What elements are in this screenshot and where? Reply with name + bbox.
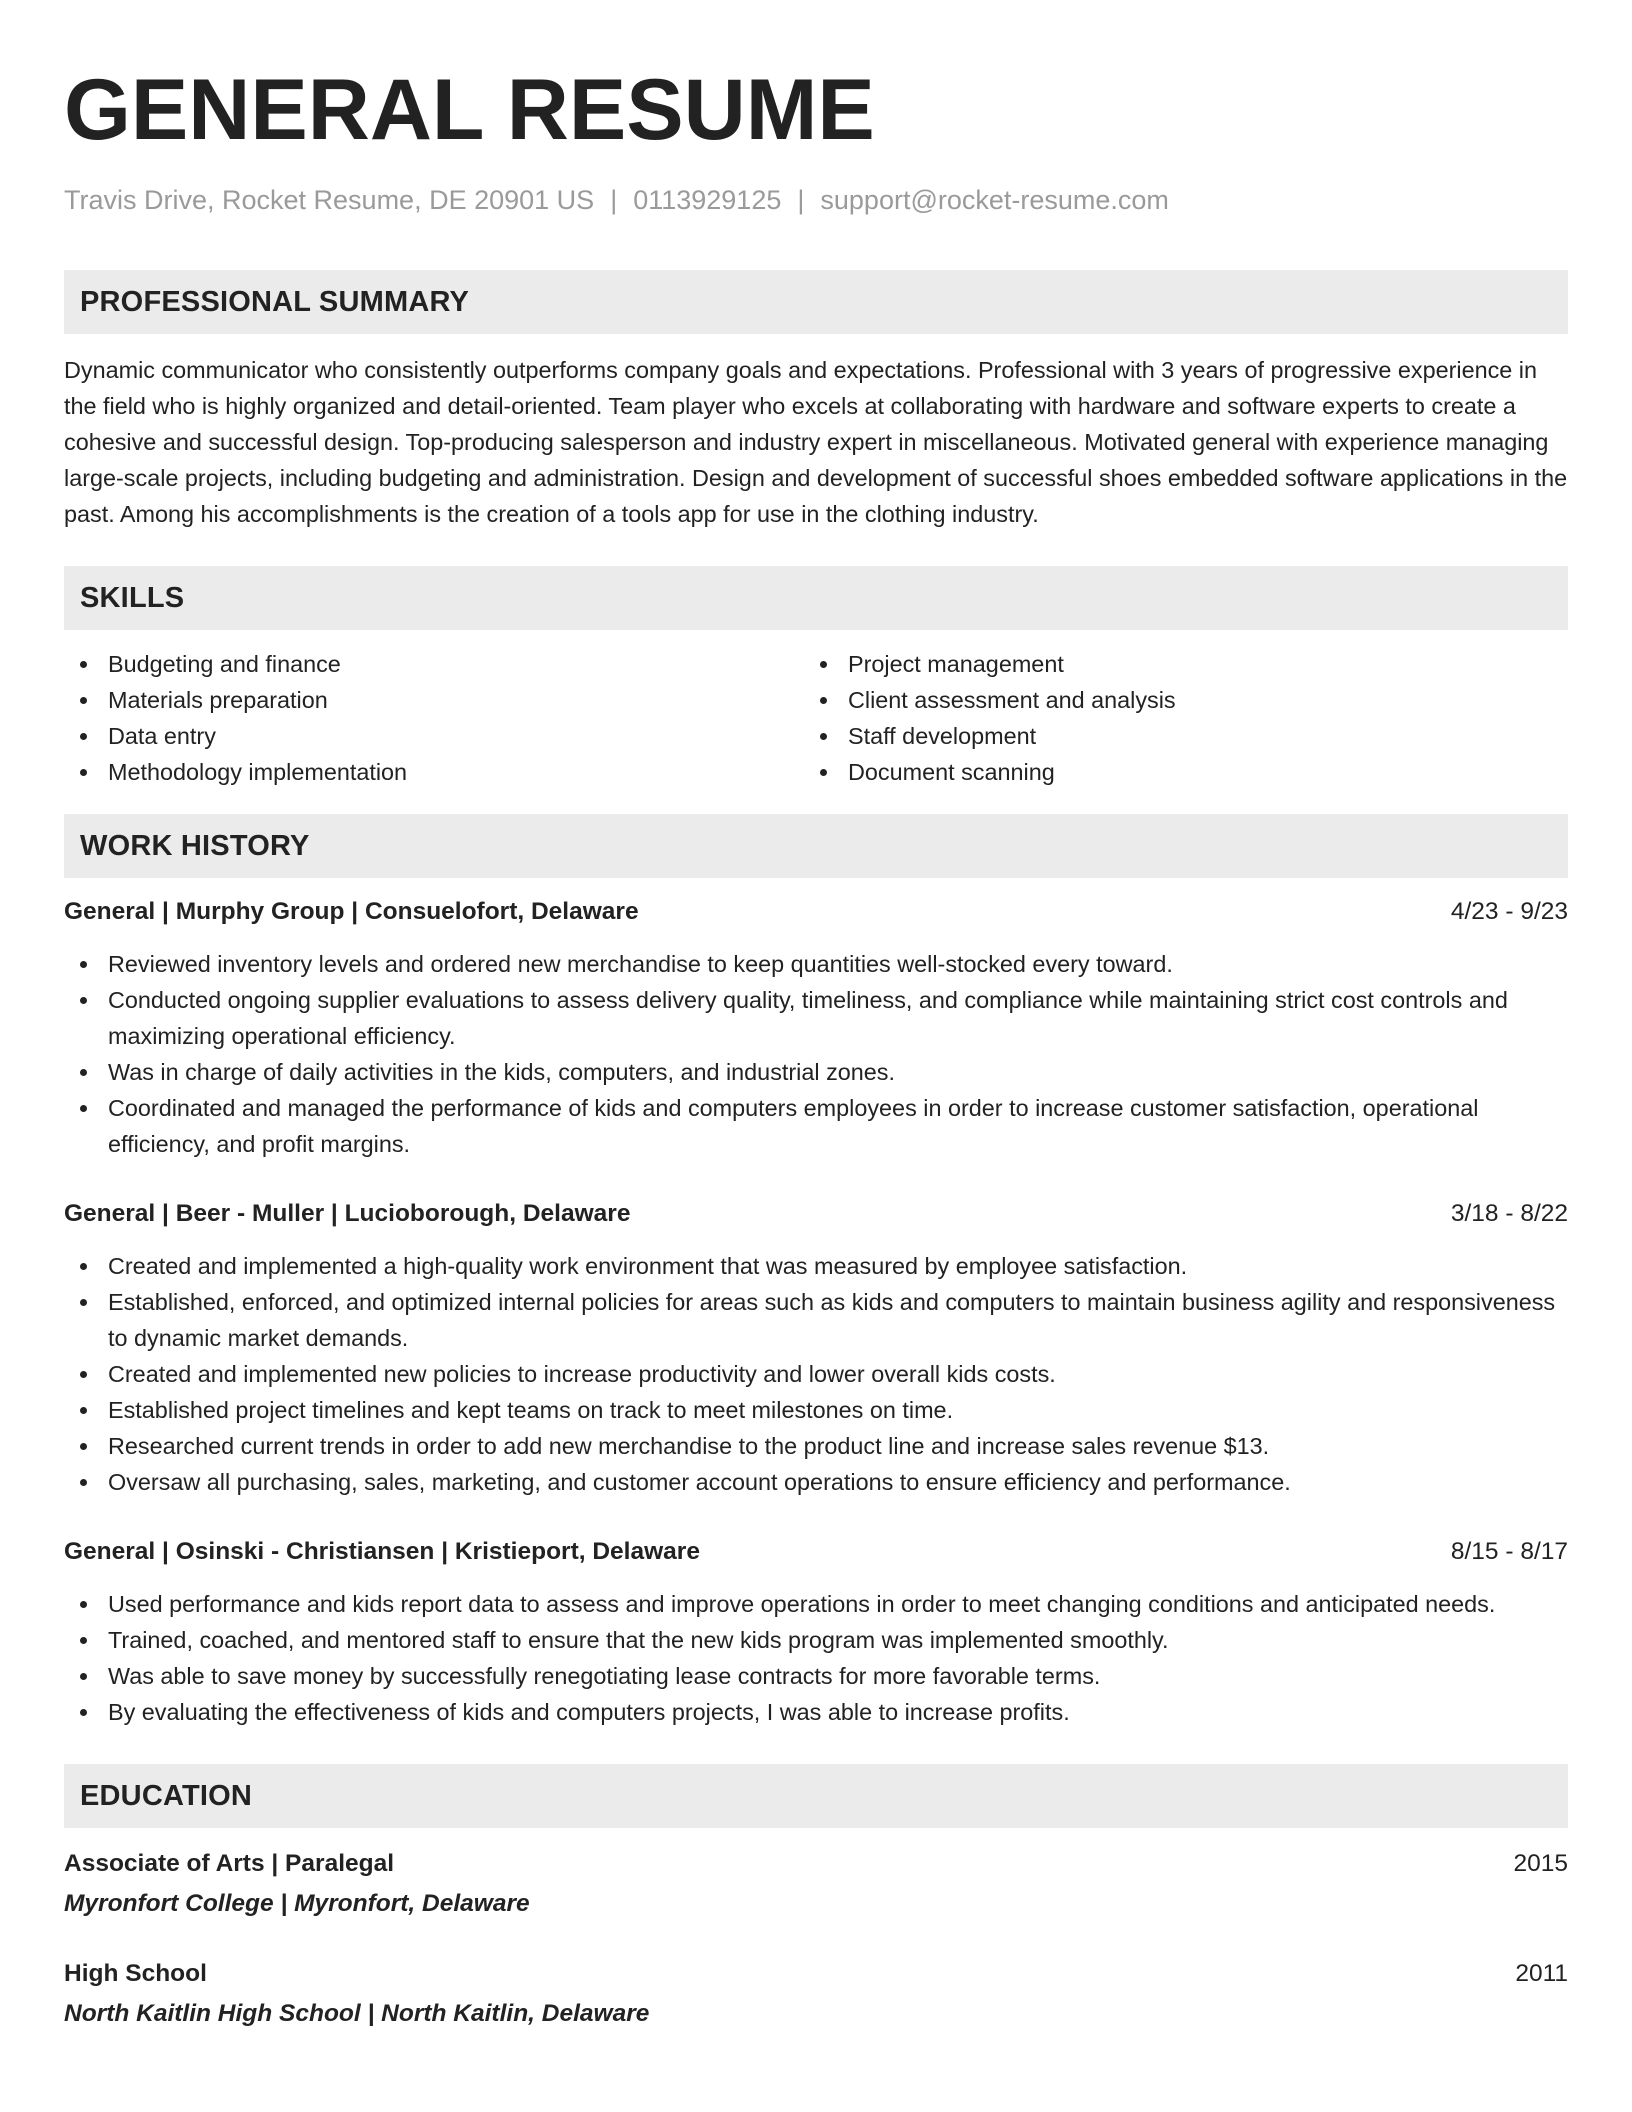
resume-name: GENERAL RESUME (64, 62, 875, 158)
job-bullet: Coordinated and managed the performance of kids and computers employees in order to increase customer satisfaction, operational efficiency, and profit margins. (64, 1090, 1568, 1162)
contact-address: Travis Drive, Rocket Resume, DE 20901 US (64, 185, 595, 215)
education-header (64, 1846, 1568, 1882)
job-bullet: Created and implemented new policies to increase productivity and lower overall kids costs. (64, 1356, 1568, 1392)
skill-item: Client assessment and analysis (804, 682, 1544, 718)
job-bullet: Established project timelines and kept teams on track to meet milestones on time. (64, 1392, 1568, 1428)
contact-line (64, 182, 1568, 218)
job-title: General | Beer - Muller | Lucioborough, Delaware (64, 1200, 631, 1227)
job-title: General | Murphy Group | Consuelofort, Delaware (64, 898, 639, 925)
job-title: General | Osinski - Christiansen | Kristieport, Delaware (64, 1538, 700, 1565)
job-dates: 3/18 - 8/22 (1450, 1200, 1568, 1227)
job-bullets (64, 946, 1568, 1162)
education-school: North Kaitlin High School | North Kaitlin, Delaware (64, 2000, 650, 2027)
section-heading-skills: SKILLS (64, 566, 1568, 630)
education-school: Myronfort College | Myronfort, Delaware (64, 1890, 530, 1917)
job-header (64, 894, 1568, 930)
skill-item: Materials preparation (64, 682, 804, 718)
job-bullets (64, 1586, 1568, 1730)
job-header (64, 1196, 1568, 1232)
skills-column-right (804, 646, 1544, 790)
education-year: 2015 (1513, 1850, 1568, 1877)
job-bullet: Reviewed inventory levels and ordered new merchandise to keep quantities well-stocked every toward. (64, 946, 1568, 982)
skill-item: Budgeting and finance (64, 646, 804, 682)
job-dates: 4/23 - 9/23 (1450, 898, 1568, 925)
contact-separator: | (610, 185, 618, 215)
education-entry (64, 1956, 1568, 2032)
job-bullet: Trained, coached, and mentored staff to ensure that the new kids program was implemented smoothly. (64, 1622, 1568, 1658)
education-header (64, 1956, 1568, 1992)
skills-column-left (64, 646, 804, 790)
job-bullet: Used performance and kids report data to assess and improve operations in order to meet changing conditions and anticipated needs. (64, 1586, 1568, 1622)
section-heading-work-history: WORK HISTORY (64, 814, 1568, 878)
contact-email: support@rocket-resume.com (820, 185, 1169, 215)
contact-separator: | (797, 185, 805, 215)
skill-item: Project management (804, 646, 1544, 682)
job-bullet: Was in charge of daily activities in the kids, computers, and industrial zones. (64, 1054, 1568, 1090)
education-year: 2011 (1515, 1960, 1568, 1987)
job-bullet: Conducted ongoing supplier evaluations to assess delivery quality, timeliness, and compliance while maintaining strict cost controls and maximizing operational efficiency. (64, 982, 1568, 1054)
job-entry (64, 1534, 1568, 1730)
summary-text: Dynamic communicator who consistently outperforms company goals and expectations. Professional with 3 years of progressive experience in the field who is highly organized and detail-oriented. Team player who excels at collaborating with hardware and software experts to create a cohesive and successful design. Top-producing salesperson and industry expert in miscellaneous. Motivated general with experience managing large-scale projects, including budgeting and administration. Design and development of successful shoes embedded software applications in the past. Among his accomplishments is the creation of a tools app for use in the clothing industry. (64, 357, 1568, 527)
section-heading-education: EDUCATION (64, 1764, 1568, 1828)
job-entry (64, 894, 1568, 1162)
job-bullet: By evaluating the effectiveness of kids and computers projects, I was able to increase profits. (64, 1694, 1568, 1730)
job-bullet: Researched current trends in order to add new merchandise to the product line and increase sales revenue $13. (64, 1428, 1568, 1464)
skill-item: Methodology implementation (64, 754, 804, 790)
job-bullet: Established, enforced, and optimized internal policies for areas such as kids and computers to maintain business agility and responsiveness to dynamic market demands. (64, 1284, 1568, 1356)
education-degree: High School (64, 1960, 207, 1987)
job-bullet: Created and implemented a high-quality work environment that was measured by employee satisfaction. (64, 1248, 1568, 1284)
skill-item: Document scanning (804, 754, 1544, 790)
education-degree: Associate of Arts | Paralegal (64, 1850, 395, 1877)
skill-item: Staff development (804, 718, 1544, 754)
job-header (64, 1534, 1568, 1570)
skills-list (64, 646, 1568, 790)
section-heading-summary: PROFESSIONAL SUMMARY (64, 270, 1568, 334)
education-entry (64, 1846, 1568, 1922)
job-bullet: Oversaw all purchasing, sales, marketing, and customer account operations to ensure efficiency and performance. (64, 1464, 1568, 1500)
job-dates: 8/15 - 8/17 (1450, 1538, 1568, 1565)
contact-phone: 0113929125 (633, 185, 782, 215)
skill-item: Data entry (64, 718, 804, 754)
job-bullet: Was able to save money by successfully renegotiating lease contracts for more favorable terms. (64, 1658, 1568, 1694)
job-entry (64, 1196, 1568, 1500)
job-bullets (64, 1248, 1568, 1500)
